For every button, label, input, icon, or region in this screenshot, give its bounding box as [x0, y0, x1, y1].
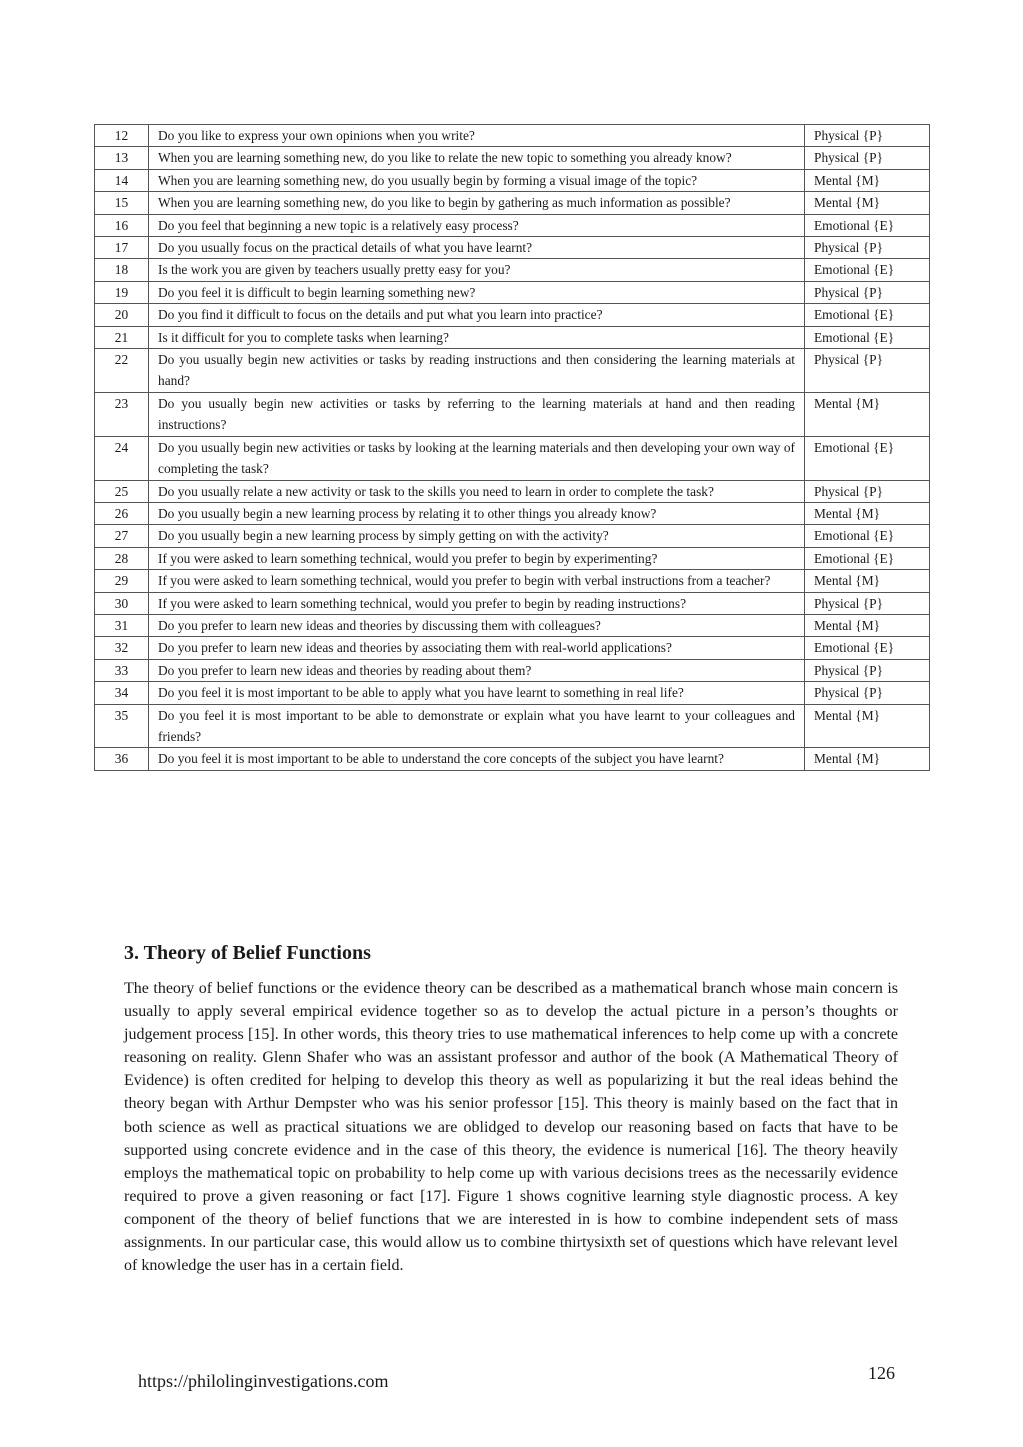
question-number: 23: [95, 392, 149, 436]
question-text: When you are learning something new, do you usually begin by forming a visual image of the topic?: [149, 169, 805, 191]
footer-url: https://philolinginvestigations.com: [138, 1371, 389, 1391]
table-row: [95, 525, 930, 547]
section-heading: 3. Theory of Belief Functions: [124, 942, 371, 964]
table-row: [95, 659, 930, 681]
question-category: Emotional {E}: [805, 214, 930, 236]
question-number: 19: [95, 281, 149, 303]
questionnaire-table-body: [95, 125, 930, 771]
body-paragraph: The theory of belief functions or the evidence theory can be described as a mathematical branch whose main concern is usually to apply several empirical evidence together so as to develop the actual picture in a person’s thoughts or judgement process [15]. In other words, this theory tries to use mathematical inferences to help come up with a concrete reasoning on reality. Glenn Shafer who was an assistant professor and author of the book (A Mathematical Theory of Evidence) is often credited for helping to develop this theory as well as popularizing it but the real ideas behind the theory began with Arthur Dempster who was his senior professor [15]. This theory is mainly based on the fact that in both science as well as practical situations we are oblidged to develop our reasoning based on facts that have to be supported using concrete evidence and in the case of this theory, the evidence is numerical [16]. The theory heavily employs the mathematical topic on probability to help come up with various decisions trees as the necessarily evidence required to prove a given reasoning or fact [17]. Figure 1 shows cognitive learning style diagnostic process. A key component of the theory of belief functions that we are interested in is how to combine independent sets of mass assignments. In our particular case, this would allow us to combine thirtysixth set of questions which have relevant level of knowledge the user has in a certain field.: [124, 980, 898, 1275]
question-number: 20: [95, 304, 149, 326]
question-text: Do you like to express your own opinions when you write?: [149, 125, 805, 147]
question-category: Physical {P}: [805, 237, 930, 259]
question-text: Do you usually begin a new learning process by relating it to other things you already know?: [149, 502, 805, 524]
question-number: 24: [95, 436, 149, 480]
question-category: Physical {P}: [805, 349, 930, 393]
question-number: 35: [95, 704, 149, 748]
question-number: 28: [95, 547, 149, 569]
question-number: 33: [95, 659, 149, 681]
question-number: 26: [95, 502, 149, 524]
question-number: 32: [95, 637, 149, 659]
question-category: Mental {M}: [805, 614, 930, 636]
question-number: 34: [95, 682, 149, 704]
question-category: Mental {M}: [805, 502, 930, 524]
question-category: Mental {M}: [805, 748, 930, 770]
question-category: Physical {P}: [805, 659, 930, 681]
question-text: Do you find it difficult to focus on the details and put what you learn into practice?: [149, 304, 805, 326]
table-row: [95, 570, 930, 592]
question-number: 29: [95, 570, 149, 592]
question-text: If you were asked to learn something technical, would you prefer to begin by reading instructions?: [149, 592, 805, 614]
question-category: Physical {P}: [805, 682, 930, 704]
table-row: [95, 748, 930, 770]
table-row: [95, 637, 930, 659]
question-category: Mental {M}: [805, 192, 930, 214]
table-row: [95, 326, 930, 348]
question-category: Emotional {E}: [805, 326, 930, 348]
question-text: Is it difficult for you to complete tasks when learning?: [149, 326, 805, 348]
question-text: Do you feel it is most important to be able to understand the core concepts of the subject you have learnt?: [149, 748, 805, 770]
question-category: Mental {M}: [805, 570, 930, 592]
question-number: 14: [95, 169, 149, 191]
question-text: Do you usually begin new activities or tasks by looking at the learning materials and then developing your own way of completing the task?: [149, 436, 805, 480]
page-number: 126: [868, 1363, 895, 1383]
question-number: 31: [95, 614, 149, 636]
question-category: Mental {M}: [805, 392, 930, 436]
question-category: Emotional {E}: [805, 525, 930, 547]
table-row: [95, 281, 930, 303]
question-number: 21: [95, 326, 149, 348]
table-row: [95, 480, 930, 502]
table-row: [95, 147, 930, 169]
question-text: If you were asked to learn something technical, would you prefer to begin by experimenting?: [149, 547, 805, 569]
table-row: [95, 125, 930, 147]
question-category: Emotional {E}: [805, 547, 930, 569]
question-number: 25: [95, 480, 149, 502]
question-number: 36: [95, 748, 149, 770]
question-text: Is the work you are given by teachers usually pretty easy for you?: [149, 259, 805, 281]
question-number: 16: [95, 214, 149, 236]
question-category: Emotional {E}: [805, 259, 930, 281]
question-number: 12: [95, 125, 149, 147]
question-text: Do you feel it is most important to be able to apply what you have learnt to something in real life?: [149, 682, 805, 704]
table-row: [95, 502, 930, 524]
table-row: [95, 436, 930, 480]
table-row: [95, 704, 930, 748]
table-row: [95, 169, 930, 191]
table-row: [95, 592, 930, 614]
question-number: 17: [95, 237, 149, 259]
question-text: Do you prefer to learn new ideas and theories by discussing them with colleagues?: [149, 614, 805, 636]
question-category: Mental {M}: [805, 704, 930, 748]
question-text: Do you usually begin a new learning process by simply getting on with the activity?: [149, 525, 805, 547]
question-category: Physical {P}: [805, 125, 930, 147]
question-text: Do you prefer to learn new ideas and theories by reading about them?: [149, 659, 805, 681]
question-category: Physical {P}: [805, 147, 930, 169]
question-number: 22: [95, 349, 149, 393]
table-row: [95, 547, 930, 569]
question-text: Do you usually begin new activities or tasks by reading instructions and then considering the learning materials at hand?: [149, 349, 805, 393]
question-text: When you are learning something new, do you like to relate the new topic to something you already know?: [149, 147, 805, 169]
question-category: Physical {P}: [805, 480, 930, 502]
table-row: [95, 614, 930, 636]
question-text: Do you feel it is most important to be able to demonstrate or explain what you have learnt to your colleagues and friends?: [149, 704, 805, 748]
question-number: 18: [95, 259, 149, 281]
question-category: Physical {P}: [805, 281, 930, 303]
question-number: 30: [95, 592, 149, 614]
table-row: [95, 349, 930, 393]
question-category: Mental {M}: [805, 169, 930, 191]
table-row: [95, 392, 930, 436]
question-text: Do you usually focus on the practical details of what you have learnt?: [149, 237, 805, 259]
table-row: [95, 237, 930, 259]
table-row: [95, 304, 930, 326]
question-text: Do you feel that beginning a new topic is a relatively easy process?: [149, 214, 805, 236]
question-category: Physical {P}: [805, 592, 930, 614]
question-category: Emotional {E}: [805, 436, 930, 480]
table-row: [95, 259, 930, 281]
question-text: If you were asked to learn something technical, would you prefer to begin with verbal instructions from a teacher?: [149, 570, 805, 592]
question-text: Do you usually begin new activities or tasks by referring to the learning materials at hand and then reading instructions?: [149, 392, 805, 436]
question-text: Do you prefer to learn new ideas and theories by associating them with real-world applications?: [149, 637, 805, 659]
question-number: 27: [95, 525, 149, 547]
question-category: Emotional {E}: [805, 304, 930, 326]
question-category: Emotional {E}: [805, 637, 930, 659]
question-number: 13: [95, 147, 149, 169]
table-row: [95, 214, 930, 236]
questionnaire-table: [94, 124, 930, 771]
question-number: 15: [95, 192, 149, 214]
question-text: Do you usually relate a new activity or task to the skills you need to learn in order to complete the task?: [149, 480, 805, 502]
table-row: [95, 192, 930, 214]
question-text: Do you feel it is difficult to begin learning something new?: [149, 281, 805, 303]
question-text: When you are learning something new, do you like to begin by gathering as much information as possible?: [149, 192, 805, 214]
table-row: [95, 682, 930, 704]
